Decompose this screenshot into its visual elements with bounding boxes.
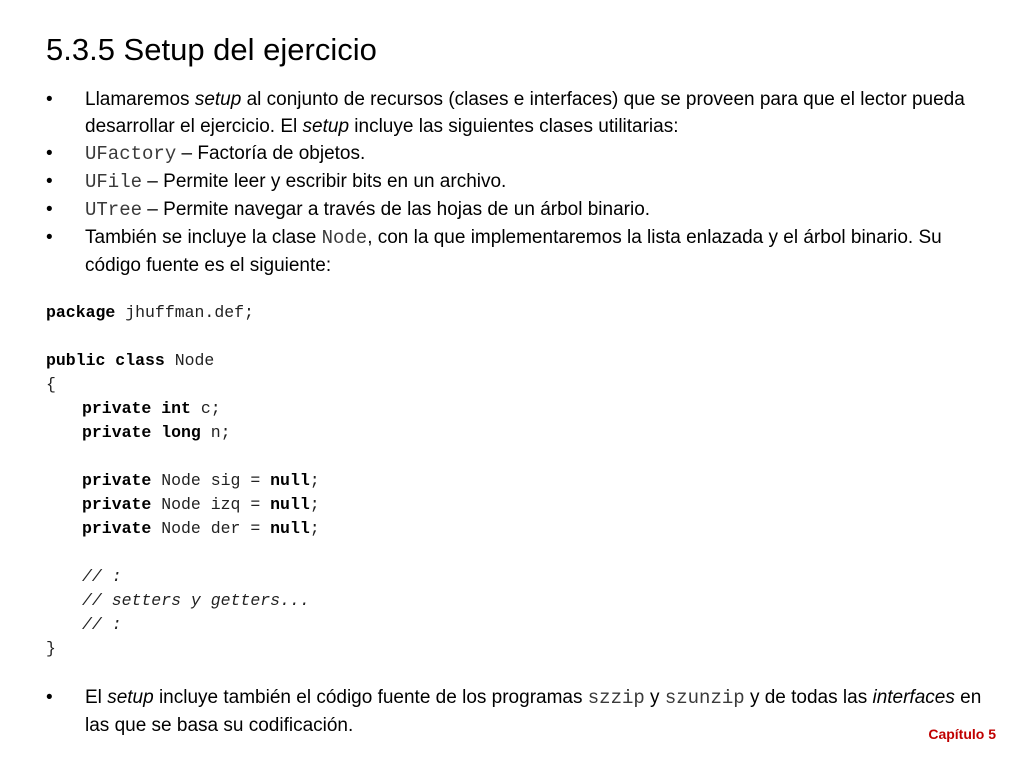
code-keyword: private <box>82 495 152 514</box>
code-keyword: private <box>82 519 152 538</box>
code-comment: // : <box>82 615 122 634</box>
code-keyword: null <box>270 495 310 514</box>
code-text: Node sig = <box>151 471 271 490</box>
bullet-marker: • <box>46 199 53 220</box>
bullet-text: y <box>644 687 665 708</box>
code-comment: // : <box>82 567 122 586</box>
setup-term: setup <box>107 687 154 708</box>
code-line-blank <box>46 445 320 469</box>
code-line <box>46 469 320 493</box>
code-line <box>46 373 320 397</box>
code-text: c; <box>190 399 221 418</box>
bullet-text: en las que se basa su codificación. <box>85 687 982 736</box>
code-comment: // setters y getters... <box>82 591 310 610</box>
class-name-node: Node <box>321 227 368 249</box>
code-line <box>46 493 320 517</box>
bullet-ufactory <box>46 140 996 168</box>
code-keyword: long <box>161 423 201 442</box>
slide-title: 5.3.5 Setup del ejercicio <box>46 32 377 67</box>
class-name-ufile: UFile <box>85 171 143 193</box>
bottom-bullet-list <box>46 684 996 739</box>
code-line <box>46 589 320 613</box>
program-name-szzip: szzip <box>587 687 645 709</box>
bullet-text: Llamaremos <box>85 89 195 110</box>
code-line <box>46 397 320 421</box>
code-keyword: private <box>82 423 152 442</box>
code-block <box>46 301 320 661</box>
code-brace: { <box>46 375 56 394</box>
bullet-list <box>46 86 996 279</box>
code-keyword: package <box>46 303 116 322</box>
bullet-ufile <box>46 168 996 196</box>
code-keyword: private <box>82 471 152 490</box>
setup-term: setup <box>302 116 350 137</box>
code-line <box>46 301 320 325</box>
code-line <box>46 613 320 637</box>
chapter-footer: Capítulo 5 <box>928 726 996 742</box>
code-brace: } <box>46 639 56 658</box>
bullet-text: incluye también el código fuente de los programas <box>153 687 588 708</box>
code-text: ; <box>309 519 320 538</box>
bullet-text: El <box>85 687 108 708</box>
code-text: ; <box>309 495 320 514</box>
bullet-source-programs <box>46 684 996 739</box>
bullet-marker: • <box>46 171 53 192</box>
setup-term: setup <box>194 89 242 110</box>
bullet-text: , con la que implementaremos la lista enlazada y el árbol binario. Su código fuente es el siguiente: <box>85 227 942 276</box>
bullet-text: – Permite leer y escribir bits en un archivo. <box>142 171 507 192</box>
code-text: jhuffman.def; <box>115 303 254 322</box>
code-keyword: null <box>270 519 310 538</box>
bullet-text: incluye las siguientes clases utilitarias: <box>349 116 679 137</box>
code-line <box>46 517 320 541</box>
code-line <box>46 637 320 661</box>
code-text: Node der = <box>151 519 271 538</box>
bullet-text: al conjunto de recursos (clases e interfaces) que se proveen para que el lector pueda desarrollar el ejercicio. El <box>85 89 965 137</box>
code-keyword: null <box>270 471 310 490</box>
bullet-marker: • <box>46 89 53 110</box>
interfaces-term: interfaces <box>872 687 955 708</box>
code-text: n; <box>200 423 231 442</box>
bullet-text: También se incluye la clase <box>85 227 322 248</box>
code-line-blank <box>46 541 320 565</box>
class-name-ufactory: UFactory <box>85 143 177 165</box>
bullet-text: – Factoría de objetos. <box>176 143 366 164</box>
bullet-text: – Permite navegar a través de las hojas de un árbol binario. <box>142 199 651 220</box>
code-text: ; <box>309 471 320 490</box>
code-keyword: int <box>161 399 191 418</box>
class-name-utree: UTree <box>85 199 143 221</box>
code-keyword: private <box>82 399 152 418</box>
bullet-marker: • <box>46 227 53 248</box>
code-keyword: public class <box>46 351 165 370</box>
code-text: Node izq = <box>151 495 271 514</box>
bullet-setup-intro <box>46 86 996 140</box>
bullet-text: y de todas las <box>744 687 873 708</box>
code-line <box>46 349 320 373</box>
code-line-blank <box>46 325 320 349</box>
code-text: Node <box>164 351 215 370</box>
bullet-marker: • <box>46 143 53 164</box>
bullet-marker: • <box>46 687 53 708</box>
code-line <box>46 421 320 445</box>
bullet-node-class <box>46 224 996 279</box>
bullet-utree <box>46 196 996 224</box>
program-name-szunzip: szunzip <box>664 687 745 709</box>
code-line <box>46 565 320 589</box>
